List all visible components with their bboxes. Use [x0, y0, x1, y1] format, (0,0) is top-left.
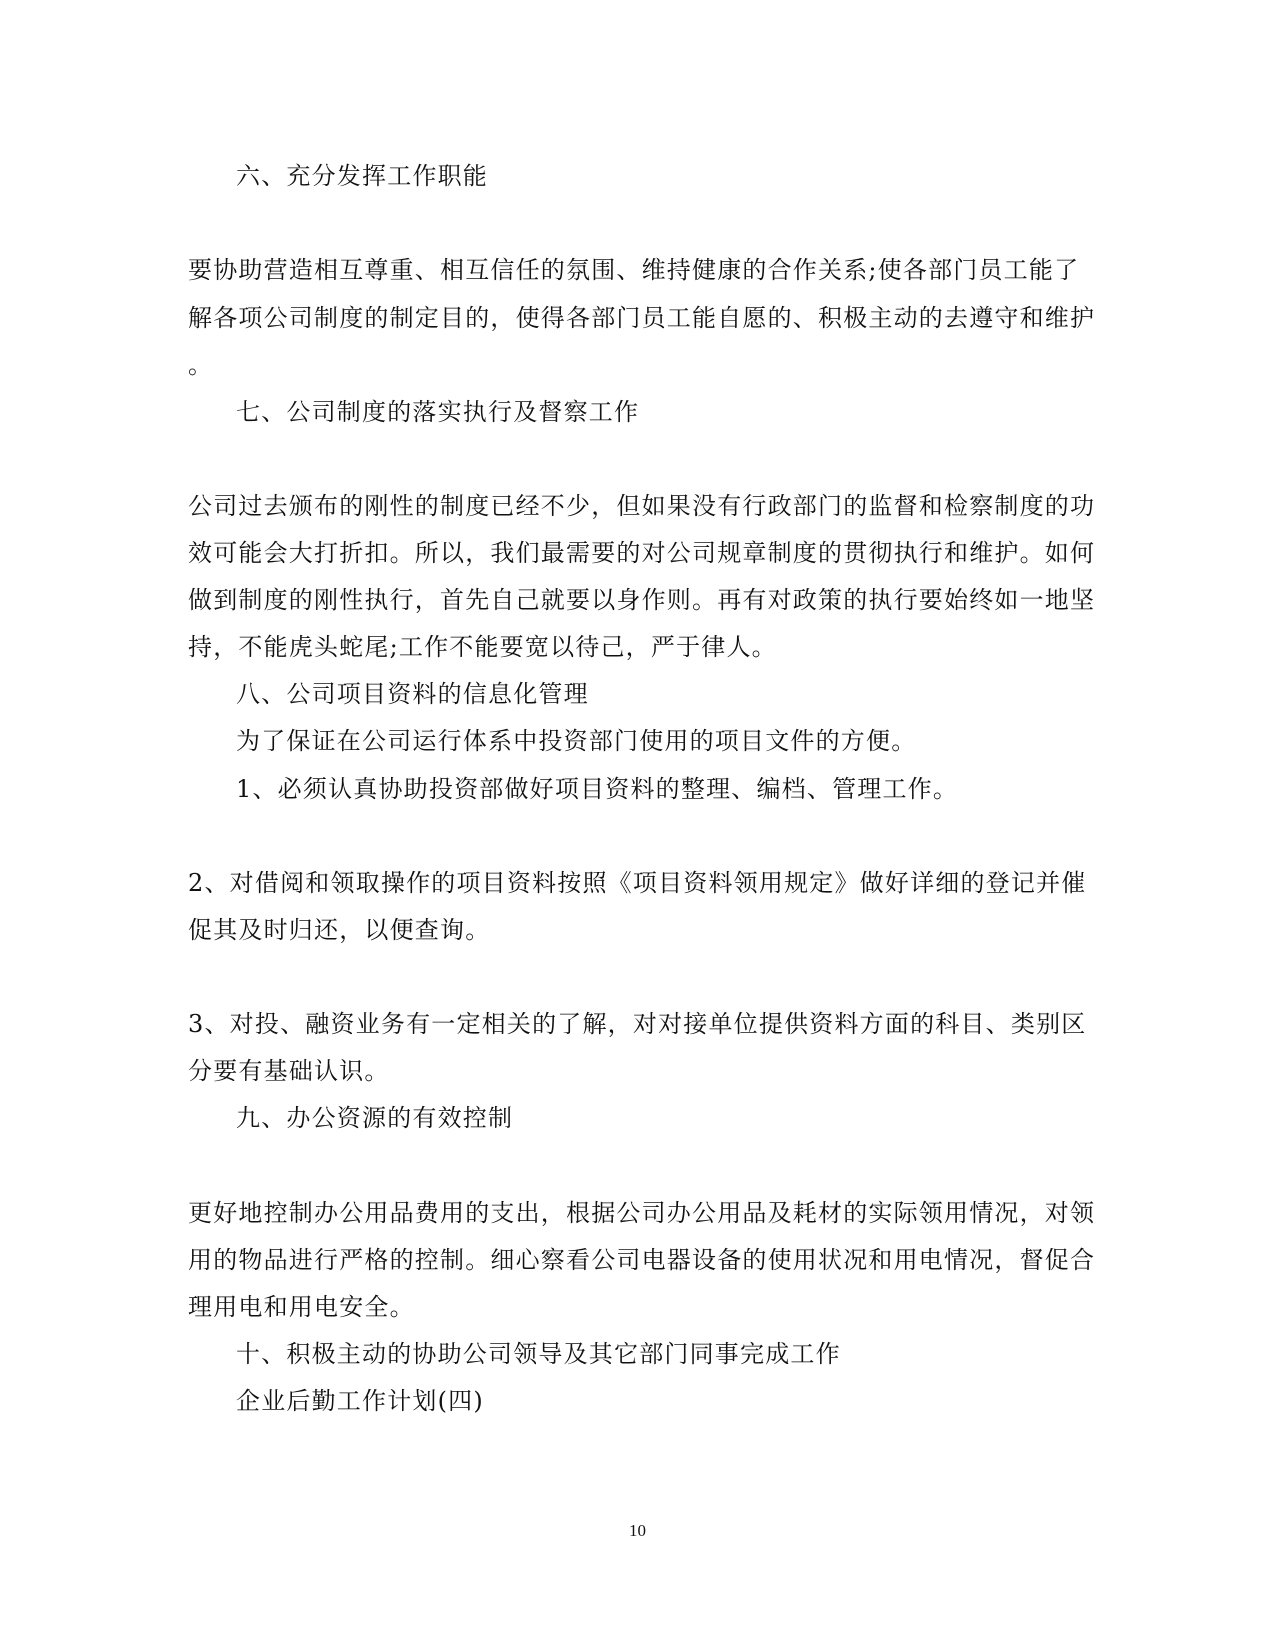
paragraph-line: 促其及时归还，以便查询。	[188, 916, 491, 944]
paragraph-line: 为了保证在公司运行体系中投资部门使用的项目文件的方便。	[236, 727, 917, 755]
section-heading-6: 六、充分发挥工作职能	[236, 162, 488, 190]
paragraph-line: 分要有基础认识。	[188, 1057, 390, 1085]
section-heading-8: 八、公司项目资料的信息化管理	[236, 680, 589, 708]
list-item-3: 3、对投、融资业务有一定相关的了解，对对接单位提供资料方面的科目、类别区	[188, 1010, 1087, 1038]
paragraph-line: 做到制度的刚性执行，首先自己就要以身作则。再有对政策的执行要始终如一地坚	[188, 586, 1096, 614]
section-heading-7: 七、公司制度的落实执行及督察工作	[236, 398, 640, 426]
paragraph-line: 用的物品进行严格的控制。细心察看公司电器设备的使用状况和用电情况，督促合	[188, 1246, 1096, 1274]
paragraph-line: 解各项公司制度的制定目的，使得各部门员工能自愿的、积极主动的去遵守和维护	[188, 304, 1096, 332]
list-item-1: 1、必须认真协助投资部做好项目资料的整理、编档、管理工作。	[236, 775, 959, 803]
paragraph-line: 。	[188, 351, 214, 379]
paragraph-line: 公司过去颁布的刚性的制度已经不少，但如果没有行政部门的监督和检察制度的功	[188, 492, 1096, 520]
section-heading-10: 十、积极主动的协助公司领导及其它部门同事完成工作	[236, 1340, 841, 1368]
section-heading-9: 九、办公资源的有效控制	[236, 1104, 514, 1132]
page-number: 10	[629, 1521, 646, 1540]
paragraph-line: 要协助营造相互尊重、相互信任的氛围、维持健康的合作关系;使各部门员工能了	[188, 256, 1080, 284]
paragraph-line: 更好地控制办公用品费用的支出，根据公司办公用品及耗材的实际领用情况，对领	[188, 1199, 1096, 1227]
paragraph-line: 理用电和用电安全。	[188, 1293, 415, 1321]
paragraph-line: 效可能会大打折扣。所以，我们最需要的对公司规章制度的贯彻执行和维护。如何	[188, 539, 1096, 567]
subtitle-heading: 企业后勤工作计划(四)	[236, 1387, 484, 1415]
paragraph-line: 持，不能虎头蛇尾;工作不能要宽以待己，严于律人。	[188, 633, 777, 661]
list-item-2: 2、对借阅和领取操作的项目资料按照《项目资料领用规定》做好详细的登记并催	[188, 869, 1087, 897]
